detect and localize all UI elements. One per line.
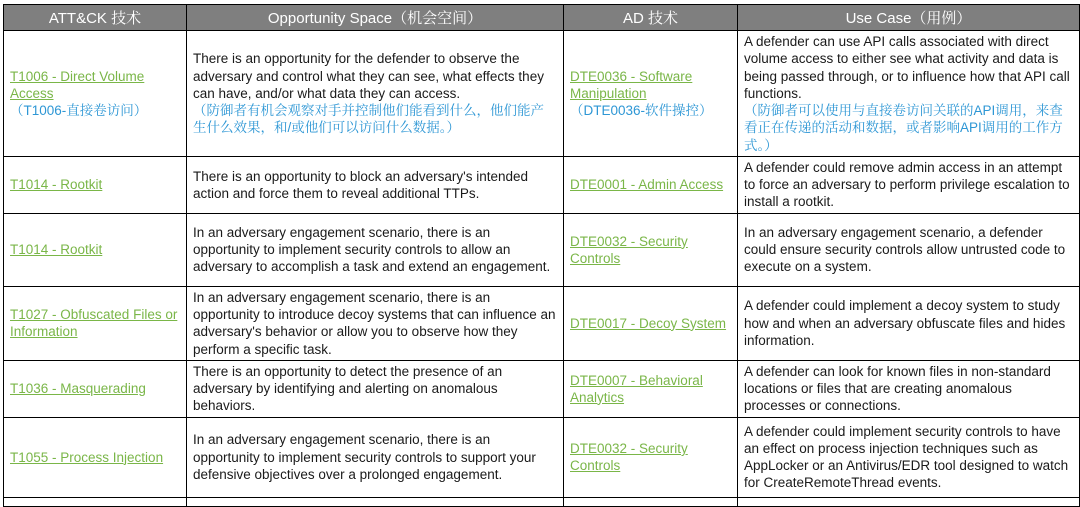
- table-row-partial: [4, 497, 1080, 506]
- use-case-text: A defender could implement a decoy system to study how and when an adversary obfuscate files and hides information.: [744, 298, 1066, 349]
- attack-technique-cell: [4, 360, 187, 417]
- use-case-translation: （防御者可以使用与直接卷访问关联的API调用，来查看正在传递的活动和数据，或者影响API调用的工作方式。）: [744, 103, 1063, 153]
- ad-technique-cell: [564, 156, 738, 213]
- opportunity-translation: （防御者有机会观察对手并控制他们能看到什么，他们能产生什么效果，和/或他们可以访问什么数据。）: [193, 103, 544, 136]
- attack-technique-link[interactable]: T1014 - Rootkit: [10, 242, 103, 258]
- use-case-cell: [738, 417, 1080, 497]
- use-case-text: A defender could implement security controls to have an effect on process injection techniques such as AppLocker or an Antivirus/EDR tool designed to watch for CreateRemoteThread events.: [744, 423, 1069, 491]
- opportunity-text: There is an opportunity to detect the presence of an adversary by identifying and alerting on anomalous behaviors.: [193, 363, 503, 414]
- use-case-text: In an adversary engagement scenario, a defender could ensure security controls allow untrusted code to execute on a system.: [744, 224, 1066, 275]
- attack-technique-link[interactable]: T1027 - Obfuscated Files or Information: [10, 307, 178, 340]
- table-row: [4, 31, 1080, 157]
- use-case-text: A defender could remove admin access in an attempt to force an adversary to perform privilege escalation to install a rootkit.: [744, 159, 1070, 210]
- ad-technique-link[interactable]: DTE0032 - Security Controls: [570, 233, 688, 266]
- opportunity-space-cell: [187, 156, 564, 213]
- attack-technique-link[interactable]: T1014 - Rootkit: [10, 177, 103, 193]
- opportunity-space-cell: [187, 360, 564, 417]
- ad-technique-cell: [564, 417, 738, 497]
- attack-technique-cell: [4, 156, 187, 213]
- column-header-opportunity-space: Opportunity Space（机会空间）: [187, 5, 564, 31]
- ad-technique-cell: [564, 360, 738, 417]
- header-row: [4, 5, 1080, 31]
- use-case-text: A defender can use API calls associated with direct volume access to either see what activity and data is being passed through, or to influence how that API call functions.: [744, 34, 1070, 101]
- opportunity-text: In an adversary engagement scenario, there is an opportunity to implement security controls to support your defensive objectives over a prolonged engagement.: [193, 432, 536, 482]
- opportunity-space-cell: [187, 213, 564, 286]
- ad-technique-link[interactable]: DTE0032 - Security Controls: [570, 440, 688, 474]
- opportunity-space-cell: [187, 31, 564, 157]
- use-case-cell: [738, 286, 1080, 360]
- table-row: [4, 156, 1080, 213]
- opportunity-space-cell: [187, 286, 564, 360]
- table-row: [4, 417, 1080, 497]
- table-row: [4, 286, 1080, 360]
- attack-technique-cell: [4, 213, 187, 286]
- opportunity-text: There is an opportunity to block an adversary's intended action and force them to reveal additional TTPs.: [193, 168, 529, 201]
- table-row: [4, 213, 1080, 286]
- attack-defend-mapping-table: [3, 4, 1080, 507]
- opportunity-text: There is an opportunity for the defender to observe the adversary and control what they can see, what effects they can have, and/or what data they can access.: [193, 51, 544, 101]
- use-case-cell: [738, 213, 1080, 286]
- attack-technique-link[interactable]: T1055 - Process Injection: [10, 449, 164, 465]
- ad-technique-cell: [564, 31, 738, 157]
- opportunity-space-cell: [187, 417, 564, 497]
- ad-technique-cell: [564, 213, 738, 286]
- attack-technique-cell: [4, 417, 187, 497]
- opportunity-text: In an adversary engagement scenario, there is an opportunity to implement security controls to allow an adversary to accomplish a task and extend an engagement.: [193, 224, 551, 275]
- attack-technique-translation: （T1006-直接卷访问）: [10, 103, 148, 119]
- attack-technique-cell: [4, 286, 187, 360]
- use-case-cell: [738, 31, 1080, 157]
- use-case-cell: [738, 156, 1080, 213]
- opportunity-text: In an adversary engagement scenario, there is an opportunity to introduce decoy systems that can influence an adversary's behavior or allow you to observe how they perform a specific task.: [193, 289, 556, 357]
- table-row: [4, 360, 1080, 417]
- use-case-text: A defender can look for known files in non-standard locations or files that are creating anomalous processes or connections.: [744, 363, 1051, 414]
- column-header-ad-technique: AD 技术: [564, 5, 738, 31]
- attack-technique-link[interactable]: T1036 - Masquerading: [10, 381, 146, 397]
- attack-technique-link[interactable]: T1006 - Direct Volume Access: [10, 68, 145, 101]
- ad-technique-translation: （DTE0036-软件操控）: [570, 103, 713, 119]
- use-case-cell: [738, 360, 1080, 417]
- attack-technique-cell: [4, 31, 187, 157]
- column-header-use-case: Use Case（用例）: [738, 5, 1080, 31]
- ad-technique-link[interactable]: DTE0001 - Admin Access: [570, 177, 724, 193]
- ad-technique-link[interactable]: DTE0036 - Software Manipulation: [570, 68, 693, 101]
- column-header-attack-technique: ATT&CK 技术: [4, 5, 187, 31]
- table-body: [4, 31, 1080, 507]
- ad-technique-cell: [564, 286, 738, 360]
- ad-technique-link[interactable]: DTE0007 - Behavioral Analytics: [570, 372, 703, 405]
- ad-technique-link[interactable]: DTE0017 - Decoy System: [570, 315, 727, 331]
